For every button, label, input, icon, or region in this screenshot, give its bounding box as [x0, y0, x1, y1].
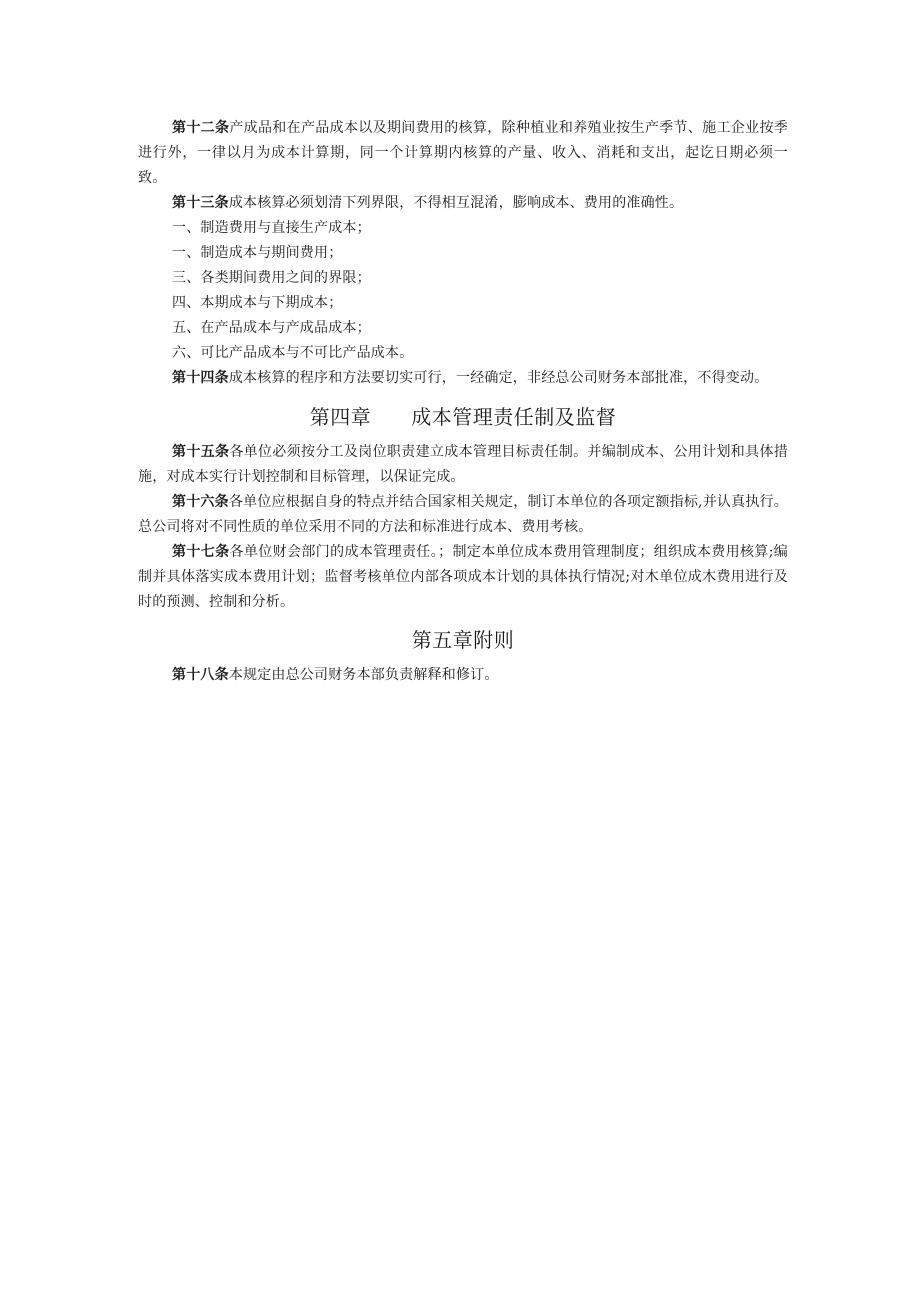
list-item: 六、可比产品成本与不可比产品成本。 — [172, 345, 414, 361]
article-number: 第十六条 — [172, 494, 229, 510]
article-text: 成本核算必须划清下列界限，不得相互混淆，膨响成本、费用的准确性。 — [228, 195, 684, 211]
list-item: 三、各类期间费用之间的界限； — [172, 270, 371, 286]
list-item: 四、本期成本与下期成本； — [172, 295, 343, 311]
article-text: 本规定由总公司财务本部负责解释和修订。 — [228, 667, 499, 683]
article-17 — [138, 540, 788, 615]
document-page — [138, 116, 788, 688]
article-18 — [138, 663, 788, 688]
article-text: 各单位应根据自身的特点并结合国家相关规定，制订本单位的各项定额指标,并认真执行。总公司将对不同性质的单位采用不同的方法和标准进行成本、费用考核。 — [138, 494, 788, 535]
article-number: 第十五条 — [172, 444, 230, 460]
article-number: 第十七条 — [172, 544, 230, 560]
article-text: 各单位财会部门的成本管理责任。；制定本单位成本费用管理制度；组织成本费用核算;编制并具体落实成本费用计划；监督考核单位内部各项成本计划的具体执行情况;对木单位成木费用进行及时的预测、控制和分析。 — [138, 544, 788, 610]
article-number: 第十八条 — [172, 667, 229, 683]
article-text: 产成品和在产品成本以及期间费用的核算，除种植业和养殖业按生产季节、施工企业按季进行外，一律以月为成本计算期，同一个计算期内核算的产量、收入、消耗和支出，起讫日期必须一致。 — [138, 120, 788, 186]
chapter-5-heading: 第五章附则 — [411, 628, 515, 652]
article-number: 第十二条 — [172, 120, 230, 136]
article-number: 第十三条 — [172, 195, 229, 211]
chapter-number: 第四章 — [309, 405, 372, 429]
article-12 — [138, 116, 788, 191]
article-text: 成本核算的程序和方法要切实可行，一经确定，非经总公司财务本部批准，不得变动。 — [228, 370, 769, 386]
article-text: 各单位必须按分工及岗位职责建立成本管理目标责任制。并编制成本、公用计划和具体措施，对成本实行计划控制和目标管理，以保证完成。 — [138, 444, 788, 485]
list-item: 一、制造费用与直接生产成本； — [172, 220, 371, 236]
article-13 — [138, 191, 788, 216]
article-16 — [138, 490, 788, 540]
article-14 — [138, 366, 788, 391]
list-item: 一、制造成本与期间费用； — [172, 245, 343, 261]
chapter-4-heading — [138, 403, 788, 431]
chapter-title: 成本管理责任制及监督 — [411, 405, 617, 429]
article-number: 第十四条 — [172, 370, 229, 386]
article-15 — [138, 440, 788, 490]
list-item: 五、在产品成本与产成品成本； — [172, 320, 371, 336]
